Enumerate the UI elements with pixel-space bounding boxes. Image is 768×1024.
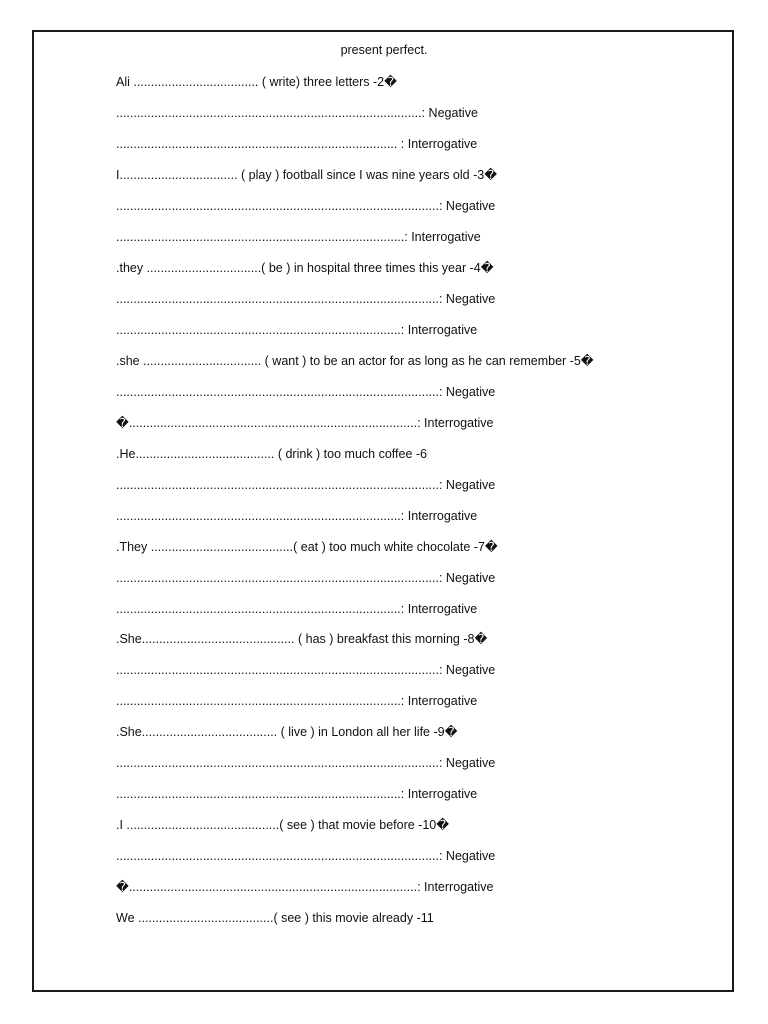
negative-answer-line-5: .............................................................................................: Negative: [116, 478, 496, 492]
interrogative-answer-line-5: ..................................................................................: Interrogative: [116, 509, 478, 523]
page-title: present perfect.: [340, 43, 428, 57]
exercise-sentence-4: .she .................................. ( want ) to be an actor for as long as he can remember -5�: [116, 354, 594, 368]
negative-answer-line-9: .............................................................................................: Negative: [116, 849, 496, 863]
interrogative-answer-line-6: ..................................................................................: Interrogative: [116, 602, 478, 616]
negative-answer-line-3: .............................................................................................: Negative: [116, 292, 496, 306]
interrogative-answer-line-3: ..................................................................................: Interrogative: [116, 323, 478, 337]
negative-answer-line-7: .............................................................................................: Negative: [116, 663, 496, 677]
interrogative-answer-line-8: ..................................................................................: Interrogative: [116, 787, 478, 801]
interrogative-answer-line-7: ..................................................................................: Interrogative: [116, 694, 478, 708]
exercise-sentence-2: I.................................. ( play ) football since I was nine years old -3�: [116, 168, 498, 182]
negative-answer-line-2: .............................................................................................: Negative: [116, 199, 496, 213]
interrogative-answer-line-1: ................................................................................. : Interrogative: [116, 137, 478, 151]
negative-answer-line-6: .............................................................................................: Negative: [116, 571, 496, 585]
negative-answer-line-1: ........................................................................................: Negative: [116, 106, 478, 120]
exercise-sentence-8: .She....................................... ( live ) in London all her life -9�: [116, 725, 458, 739]
interrogative-answer-line-2: ...................................................................................: Interrogative: [116, 230, 481, 244]
exercise-sentence-9: .I ............................................( see ) that movie before -10�: [116, 818, 450, 832]
negative-answer-line-8: .............................................................................................: Negative: [116, 756, 496, 770]
exercise-sentence-1: Ali .................................... ( write) three letters -2�: [116, 75, 397, 89]
exercise-sentence-10: We .......................................( see ) this movie already -11: [116, 911, 434, 925]
exercise-sentence-5: .He........................................ ( drink ) too much coffee -6: [116, 447, 427, 461]
negative-answer-line-4: .............................................................................................: Negative: [116, 385, 496, 399]
exercise-sentence-3: .they .................................( be ) in hospital three times this year -4�: [116, 261, 494, 275]
exercise-sentence-7: .She............................................ ( has ) breakfast this morning -8�: [116, 632, 488, 646]
exercise-sentence-6: .They .........................................( eat ) too much white chocolate -7�: [116, 540, 498, 554]
interrogative-answer-line-9: �...................................................................................: Interrogative: [116, 880, 494, 894]
interrogative-answer-line-4: �...................................................................................: Interrogative: [116, 416, 494, 430]
